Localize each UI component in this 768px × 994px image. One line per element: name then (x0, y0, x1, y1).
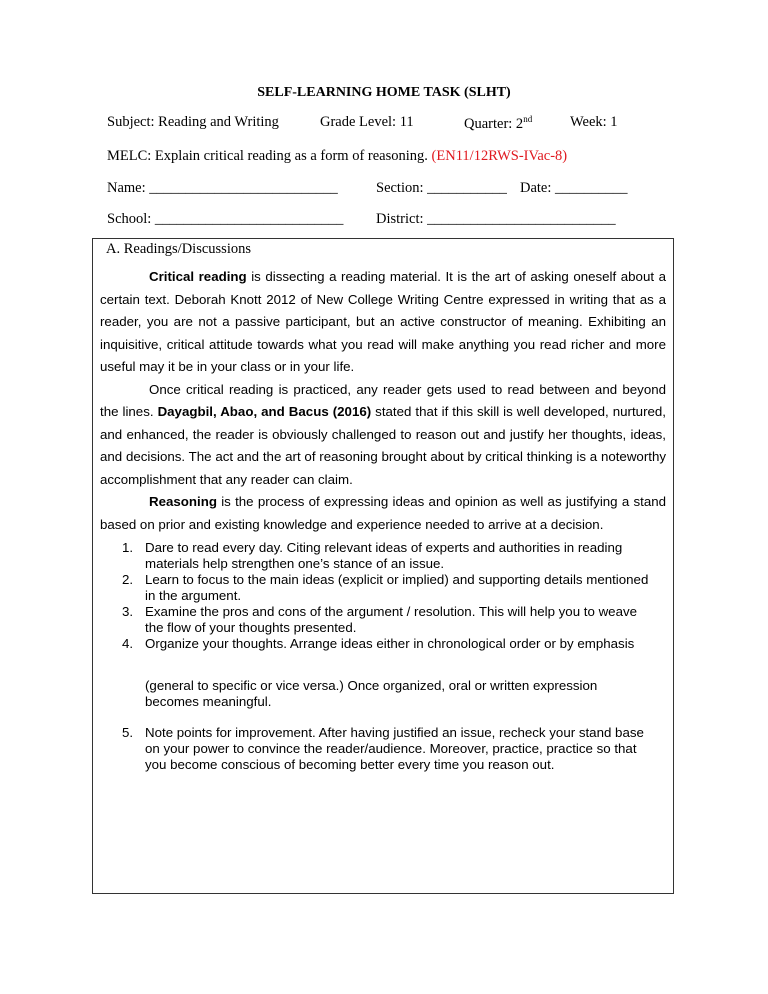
page-title: SELF-LEARNING HOME TASK (SLHT) (257, 85, 511, 100)
list-continuation: (general to specific or vice versa.) Once organized, oral or written expression becomes meaningful. (145, 678, 598, 709)
name-field[interactable]: Name: __________________________ (107, 180, 338, 196)
melc-code: (EN11/12RWS-IVac-8) (431, 148, 568, 164)
list-item: 5. Note points for improvement. After having justified an issue, recheck your stand base on your power to convince the reader/audience. Moreover, practice, practice so that you become conscious of becoming better every time you reason out. (122, 725, 644, 772)
section-heading: A. Readings/Discussions (106, 241, 251, 257)
section-field[interactable]: Section: ___________ (376, 180, 507, 196)
list-item: 1. Dare to read every day. Citing relevant ideas of experts and authorities in reading materials help strengthen one’s stance of an issue. (122, 540, 623, 571)
steps-list-continued (100, 725, 650, 773)
date-field[interactable]: Date: __________ (520, 180, 628, 196)
paragraph-reasoning-skill: Once critical reading is practiced, any reader gets used to read between and beyond the lines. Dayagbil, Abao, and Bacus (2016) stated that if this skill is well developed, nurtured, and enhanced, the reader is obviously challenged to reason out and justify her thoughts, ideas, and decisions. The act and the art of reasoning brought about by critical thinking is a noteworthy accomplishment that any reader can claim. (100, 381, 666, 487)
week-label: Week: 1 (570, 114, 618, 130)
list-item: 3. Examine the pros and cons of the argument / resolution. This will help you to weave the flow of your thoughts presented. (122, 604, 638, 635)
grade-level-label: Grade Level: 11 (320, 114, 414, 130)
body-text (100, 266, 666, 536)
paragraph-reasoning-definition: Reasoning is the process of expressing ideas and opinion as well as justifying a stand based on prior and existing knowledge and experience needed to arrive at a decision. (100, 494, 666, 532)
school-field[interactable]: School: __________________________ (107, 211, 344, 227)
list-item: 4. Organize your thoughts. Arrange ideas either in chronological order or by emphasis (122, 636, 635, 651)
quarter-label: Quarter: 2nd (464, 114, 533, 132)
district-field[interactable]: District: __________________________ (376, 211, 616, 227)
list-item: 2. Learn to focus to the main ideas (explicit or implied) and supporting details mentioned in the argument. (122, 572, 649, 603)
paragraph-critical-reading: Critical reading is dissecting a reading material. It is the art of asking oneself about a certain text. Deborah Knott 2012 of New College Writing Centre expressed in writing that as a reader, you are not a passive participant, but an active constructor of meaning. Exhibiting an inquisitive, critical attitude towards what you read will make anything you read richer and more useful may it be in your class or in your life. (100, 269, 666, 374)
subject-label: Subject: Reading and Writing (107, 114, 279, 130)
melc-line: MELC: Explain critical reading as a form of reasoning. (EN11/12RWS-IVac-8) (107, 148, 568, 164)
steps-list (100, 540, 650, 652)
